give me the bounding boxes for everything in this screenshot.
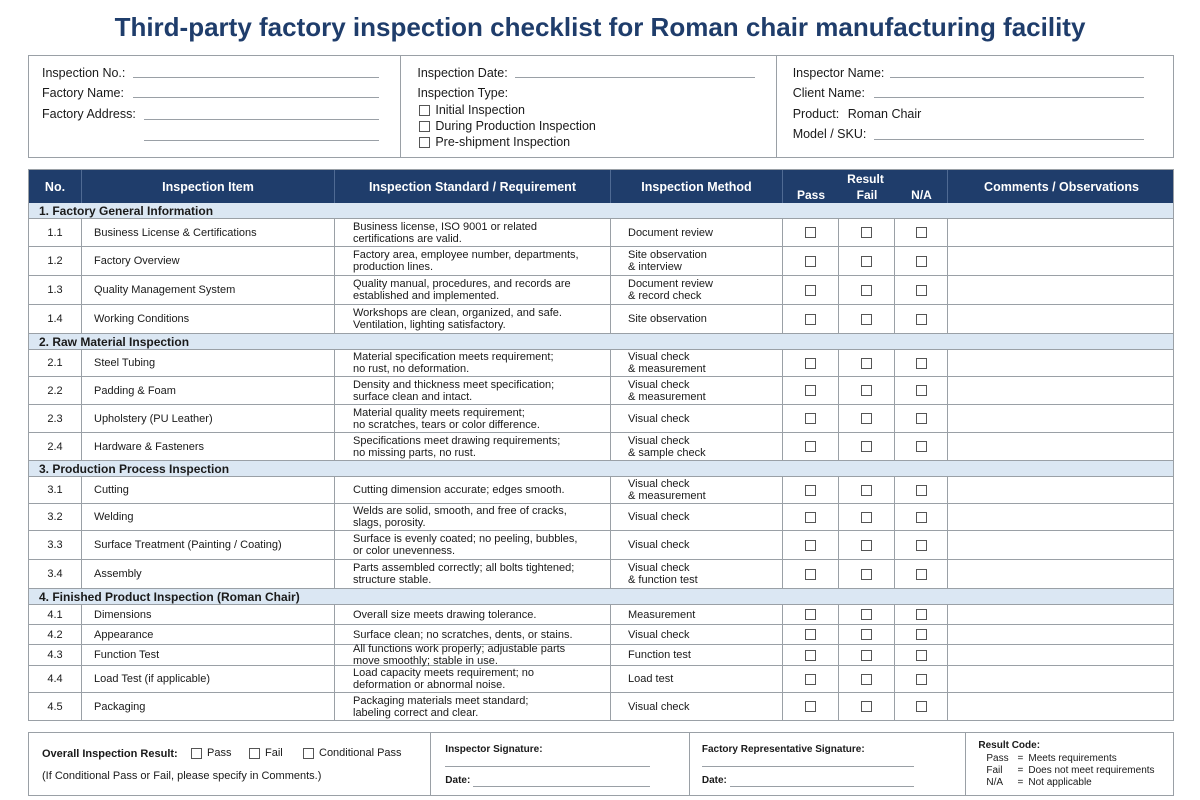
fail-checkbox[interactable] — [861, 650, 872, 661]
pass-checkbox[interactable] — [805, 256, 816, 267]
fail-checkbox[interactable] — [861, 358, 872, 369]
result-cell — [783, 305, 839, 333]
na-checkbox[interactable] — [916, 512, 927, 523]
result-cell — [839, 625, 895, 644]
row-standard: Material specification meets requirement; no rust, no deformation. — [335, 350, 611, 376]
row-no: 4.2 — [29, 625, 82, 644]
row-method: Load test — [611, 666, 783, 692]
table-row — [29, 605, 1173, 625]
result-cell — [839, 405, 895, 432]
row-method: Site observation — [611, 305, 783, 333]
section-header: 3. Production Process Inspection — [29, 461, 1173, 477]
result-cell — [895, 504, 948, 530]
row-inspection-item: Dimensions — [82, 605, 335, 624]
pass-checkbox[interactable] — [805, 569, 816, 580]
table-row — [29, 405, 1173, 433]
row-inspection-item: Hardware & Fasteners — [82, 433, 335, 460]
table-body — [29, 203, 1173, 720]
comments-cell[interactable] — [948, 645, 1175, 665]
result-cell — [783, 693, 839, 720]
factory-address-label: Factory Address: — [42, 107, 136, 121]
result-cell — [783, 605, 839, 624]
row-inspection-item: Factory Overview — [82, 247, 335, 275]
result-cell — [783, 666, 839, 692]
fail-checkbox[interactable] — [861, 441, 872, 452]
inspection-no-label: Inspection No.: — [42, 66, 126, 80]
row-no: 1.1 — [29, 219, 82, 246]
fail-checkbox[interactable] — [861, 512, 872, 523]
comments-cell[interactable] — [948, 247, 1175, 275]
row-no: 3.1 — [29, 477, 82, 503]
result-cell — [895, 433, 948, 460]
row-inspection-item: Welding — [82, 504, 335, 530]
row-no: 2.1 — [29, 350, 82, 376]
info-column-inspection — [401, 56, 776, 157]
result-cell — [895, 219, 948, 246]
table-row — [29, 504, 1173, 531]
na-checkbox[interactable] — [916, 314, 927, 325]
comments-cell[interactable] — [948, 605, 1175, 624]
section-header: 1. Factory General Information — [29, 203, 1173, 219]
row-inspection-item: Quality Management System — [82, 276, 335, 304]
fail-checkbox[interactable] — [861, 314, 872, 325]
comments-cell[interactable] — [948, 531, 1175, 559]
model-sku-label: Model / SKU: — [792, 127, 867, 141]
na-checkbox[interactable] — [916, 358, 927, 369]
result-cell — [839, 605, 895, 624]
conditional-note: (If Conditional Pass or Fail, please specify in Comments.) — [42, 770, 322, 782]
row-standard: All functions work properly; adjustable parts move smoothly; stable in use. — [335, 645, 611, 665]
row-inspection-item: Packaging — [82, 693, 335, 720]
row-inspection-item: Load Test (if applicable) — [82, 666, 335, 692]
comments-cell[interactable] — [948, 504, 1175, 530]
row-standard: Specifications meet drawing requirements; no missing parts, no rust. — [335, 433, 611, 460]
table-row — [29, 350, 1173, 377]
result-cell — [839, 504, 895, 530]
result-code-legend — [966, 733, 1173, 795]
row-inspection-item: Business License & Certifications — [82, 219, 335, 246]
inspector-date-field[interactable] — [473, 786, 650, 787]
row-method: Visual check & sample check — [611, 433, 783, 460]
row-inspection-item: Function Test — [82, 645, 335, 665]
row-standard: Factory area, employee number, departments, production lines. — [335, 247, 611, 275]
type-during-production-option[interactable]: During Production Inspection — [419, 119, 596, 133]
overall-pass-option[interactable]: Pass — [191, 747, 231, 759]
checkbox-icon[interactable] — [303, 748, 314, 759]
header-method: Inspection Method — [611, 170, 783, 203]
fail-checkbox[interactable] — [861, 540, 872, 551]
result-cell — [783, 560, 839, 588]
checkbox-icon[interactable] — [419, 105, 430, 116]
row-method: Visual check & measurement — [611, 350, 783, 376]
table-row — [29, 477, 1173, 504]
pass-checkbox[interactable] — [805, 358, 816, 369]
factory-address-field-1[interactable] — [144, 119, 379, 120]
row-method: Visual check — [611, 531, 783, 559]
product-label: Product: — [792, 107, 840, 121]
row-standard: Packaging materials meet standard; labeling correct and clear. — [335, 693, 611, 720]
header-fail: Fail — [856, 188, 878, 202]
product-value: Roman Chair — [847, 107, 922, 121]
row-standard: Surface is evenly coated; no peeling, bubbles, or color unevenness. — [335, 531, 611, 559]
inspector-name-label: Inspector Name: — [792, 66, 885, 80]
fail-checkbox[interactable] — [861, 674, 872, 685]
result-cell — [839, 560, 895, 588]
result-cell — [783, 219, 839, 246]
inspection-info-box — [28, 55, 1174, 158]
na-checkbox[interactable] — [916, 674, 927, 685]
result-cell — [783, 247, 839, 275]
pass-checkbox[interactable] — [805, 609, 816, 620]
row-standard: Surface clean; no scratches, dents, or stains. — [335, 625, 611, 644]
result-cell — [895, 247, 948, 275]
row-standard: Overall size meets drawing tolerance. — [335, 605, 611, 624]
pass-checkbox[interactable] — [805, 485, 816, 496]
row-no: 1.2 — [29, 247, 82, 275]
row-method: Measurement — [611, 605, 783, 624]
comments-cell[interactable] — [948, 405, 1175, 432]
result-cell — [839, 350, 895, 376]
inspector-signature-label: Inspector Signature: — [445, 744, 543, 755]
table-row — [29, 625, 1173, 645]
inspection-date-label: Inspection Date: — [417, 66, 508, 80]
header-inspection-item: Inspection Item — [82, 170, 335, 203]
inspector-signature-section — [431, 733, 690, 795]
inspection-date-field[interactable] — [515, 77, 755, 78]
na-checkbox[interactable] — [916, 569, 927, 580]
row-inspection-item: Assembly — [82, 560, 335, 588]
na-checkbox[interactable] — [916, 285, 927, 296]
type-initial-option[interactable]: Initial Inspection — [419, 103, 525, 117]
na-checkbox[interactable] — [916, 650, 927, 661]
comments-cell[interactable] — [948, 560, 1175, 588]
row-method: Visual check & function test — [611, 560, 783, 588]
result-cell — [839, 247, 895, 275]
checkbox-icon[interactable] — [419, 121, 430, 132]
table-header — [29, 170, 1173, 203]
overall-result-label: Overall Inspection Result: — [42, 748, 178, 760]
result-cell — [839, 666, 895, 692]
na-checkbox[interactable] — [916, 485, 927, 496]
row-method: Document review — [611, 219, 783, 246]
row-standard: Load capacity meets requirement; no deformation or abnormal noise. — [335, 666, 611, 692]
table-row — [29, 560, 1173, 589]
footer-box — [28, 732, 1174, 796]
comments-cell[interactable] — [948, 433, 1175, 460]
section-header: 2. Raw Material Inspection — [29, 334, 1173, 350]
model-sku-field[interactable] — [874, 139, 1144, 140]
result-cell — [895, 625, 948, 644]
row-standard: Material quality meets requirement; no scratches, tears or color difference. — [335, 405, 611, 432]
na-checkbox[interactable] — [916, 629, 927, 640]
overall-result-section — [29, 733, 431, 795]
result-cell — [783, 477, 839, 503]
pass-checkbox[interactable] — [805, 285, 816, 296]
row-standard: Welds are solid, smooth, and free of cracks, slags, porosity. — [335, 504, 611, 530]
result-cell — [839, 645, 895, 665]
result-cell — [839, 219, 895, 246]
pass-checkbox[interactable] — [805, 413, 816, 424]
pass-checkbox[interactable] — [805, 629, 816, 640]
row-inspection-item: Upholstery (PU Leather) — [82, 405, 335, 432]
row-no: 1.4 — [29, 305, 82, 333]
pass-checkbox[interactable] — [805, 314, 816, 325]
result-cell — [839, 377, 895, 404]
result-cell — [895, 276, 948, 304]
result-cell — [895, 405, 948, 432]
row-no: 4.4 — [29, 666, 82, 692]
comments-cell[interactable] — [948, 666, 1175, 692]
inspection-type-label: Inspection Type: — [417, 86, 509, 100]
header-result: Result — [847, 171, 884, 186]
na-checkbox[interactable] — [916, 385, 927, 396]
factory-name-label: Factory Name: — [42, 86, 124, 100]
result-cell — [783, 350, 839, 376]
table-row — [29, 377, 1173, 405]
fail-checkbox[interactable] — [861, 227, 872, 238]
row-standard: Business license, ISO 9001 or related certifications are valid. — [335, 219, 611, 246]
fail-checkbox[interactable] — [861, 285, 872, 296]
row-method: Document review & record check — [611, 276, 783, 304]
type-pre-shipment-option[interactable]: Pre-shipment Inspection — [419, 135, 570, 149]
result-cell — [839, 477, 895, 503]
table-row — [29, 276, 1173, 305]
page-title: Third-party factory inspection checklist for Roman chair manufacturing facility — [114, 12, 1086, 42]
row-inspection-item: Appearance — [82, 625, 335, 644]
row-standard: Quality manual, procedures, and records are established and implemented. — [335, 276, 611, 304]
inspector-name-field[interactable] — [890, 77, 1144, 78]
comments-cell[interactable] — [948, 477, 1175, 503]
overall-fail-option[interactable]: Fail — [249, 747, 283, 759]
row-standard: Parts assembled correctly; all bolts tightened; structure stable. — [335, 560, 611, 588]
comments-cell[interactable] — [948, 219, 1175, 246]
row-no: 4.3 — [29, 645, 82, 665]
comments-cell[interactable] — [948, 625, 1175, 644]
row-method: Site observation & interview — [611, 247, 783, 275]
result-cell — [839, 693, 895, 720]
result-cell — [895, 693, 948, 720]
fail-checkbox[interactable] — [861, 256, 872, 267]
row-no: 2.3 — [29, 405, 82, 432]
result-code-title: Result Code: — [978, 740, 1041, 751]
result-cell — [895, 666, 948, 692]
result-cell — [783, 531, 839, 559]
row-inspection-item: Steel Tubing — [82, 350, 335, 376]
comments-cell[interactable] — [948, 377, 1175, 404]
result-cell — [895, 560, 948, 588]
result-cell — [783, 433, 839, 460]
factory-signature-field[interactable] — [702, 766, 914, 767]
na-checkbox[interactable] — [916, 540, 927, 551]
pass-checkbox[interactable] — [805, 512, 816, 523]
result-cell — [783, 276, 839, 304]
checkbox-icon[interactable] — [191, 748, 202, 759]
header-no: No. — [29, 170, 82, 203]
result-code-na: N/A = Not applicable — [986, 777, 1092, 788]
result-cell — [895, 645, 948, 665]
inspector-date-label: Date: — [445, 775, 471, 786]
table-row — [29, 666, 1173, 693]
factory-date-label: Date: — [701, 775, 727, 786]
pass-checkbox[interactable] — [805, 650, 816, 661]
result-cell — [895, 305, 948, 333]
inspector-signature-field[interactable] — [445, 766, 650, 767]
na-checkbox[interactable] — [916, 609, 927, 620]
row-method: Visual check — [611, 625, 783, 644]
result-code-pass: Pass = Meets requirements — [986, 753, 1117, 764]
info-column-client — [777, 56, 1173, 157]
row-no: 2.4 — [29, 433, 82, 460]
section-header: 4. Finished Product Inspection (Roman Chair) — [29, 589, 1173, 605]
result-cell — [783, 405, 839, 432]
client-name-field[interactable] — [874, 97, 1144, 98]
factory-date-field[interactable] — [730, 786, 914, 787]
result-code-fail: Fail = Does not meet requirements — [986, 765, 1155, 776]
result-cell — [895, 377, 948, 404]
row-method: Visual check — [611, 504, 783, 530]
result-cell — [895, 477, 948, 503]
row-no: 3.2 — [29, 504, 82, 530]
fail-checkbox[interactable] — [861, 569, 872, 580]
row-standard: Workshops are clean, organized, and safe. Ventilation, lighting satisfactory. — [335, 305, 611, 333]
comments-cell[interactable] — [948, 350, 1175, 376]
inspection-no-field[interactable] — [133, 77, 379, 78]
na-checkbox[interactable] — [916, 413, 927, 424]
factory-name-field[interactable] — [133, 97, 379, 98]
result-cell — [839, 305, 895, 333]
header-comments: Comments / Observations — [984, 179, 1139, 194]
fail-checkbox[interactable] — [861, 385, 872, 396]
table-row — [29, 305, 1173, 334]
table-row — [29, 531, 1173, 560]
result-cell — [895, 350, 948, 376]
result-cell — [783, 625, 839, 644]
comments-cell[interactable] — [948, 305, 1175, 333]
table-row — [29, 433, 1173, 461]
row-inspection-item: Cutting — [82, 477, 335, 503]
pass-checkbox[interactable] — [805, 701, 816, 712]
na-checkbox[interactable] — [916, 701, 927, 712]
fail-checkbox[interactable] — [861, 701, 872, 712]
header-na: N/A — [911, 188, 932, 202]
fail-checkbox[interactable] — [861, 485, 872, 496]
row-method: Visual check & measurement — [611, 377, 783, 404]
inspection-checklist-table — [28, 169, 1174, 721]
factory-signature-label: Factory Representative Signature: — [701, 744, 865, 755]
row-no: 1.3 — [29, 276, 82, 304]
fail-checkbox[interactable] — [861, 609, 872, 620]
header-standard: Inspection Standard / Requirement — [335, 170, 611, 203]
overall-conditional-pass-option[interactable]: Conditional Pass — [303, 747, 402, 759]
row-method: Function test — [611, 645, 783, 665]
result-cell — [895, 605, 948, 624]
row-standard: Density and thickness meet specification; surface clean and intact. — [335, 377, 611, 404]
checkbox-icon[interactable] — [249, 748, 260, 759]
table-row — [29, 693, 1173, 720]
factory-address-field-2[interactable] — [144, 140, 379, 141]
pass-checkbox[interactable] — [805, 441, 816, 452]
row-no: 3.3 — [29, 531, 82, 559]
row-method: Visual check — [611, 693, 783, 720]
row-method: Visual check & measurement — [611, 477, 783, 503]
client-name-label: Client Name: — [792, 86, 865, 100]
pass-checkbox[interactable] — [805, 540, 816, 551]
result-cell — [895, 531, 948, 559]
comments-cell[interactable] — [948, 693, 1175, 720]
row-no: 3.4 — [29, 560, 82, 588]
row-no: 2.2 — [29, 377, 82, 404]
na-checkbox[interactable] — [916, 256, 927, 267]
table-row — [29, 645, 1173, 666]
row-standard: Cutting dimension accurate; edges smooth. — [335, 477, 611, 503]
result-cell — [839, 531, 895, 559]
fail-checkbox[interactable] — [861, 413, 872, 424]
row-inspection-item: Surface Treatment (Painting / Coating) — [82, 531, 335, 559]
fail-checkbox[interactable] — [861, 629, 872, 640]
na-checkbox[interactable] — [916, 441, 927, 452]
na-checkbox[interactable] — [916, 227, 927, 238]
table-row — [29, 247, 1173, 276]
result-cell — [839, 276, 895, 304]
table-row — [29, 219, 1173, 247]
header-pass: Pass — [796, 188, 826, 202]
row-no: 4.1 — [29, 605, 82, 624]
pass-checkbox[interactable] — [805, 674, 816, 685]
info-column-factory — [29, 56, 401, 157]
result-cell — [783, 504, 839, 530]
result-cell — [783, 645, 839, 665]
result-cell — [839, 433, 895, 460]
result-cell — [783, 377, 839, 404]
comments-cell[interactable] — [948, 276, 1175, 304]
row-inspection-item: Padding & Foam — [82, 377, 335, 404]
factory-signature-section — [690, 733, 967, 795]
checkbox-icon[interactable] — [419, 137, 430, 148]
row-inspection-item: Working Conditions — [82, 305, 335, 333]
row-method: Visual check — [611, 405, 783, 432]
pass-checkbox[interactable] — [805, 227, 816, 238]
pass-checkbox[interactable] — [805, 385, 816, 396]
row-no: 4.5 — [29, 693, 82, 720]
